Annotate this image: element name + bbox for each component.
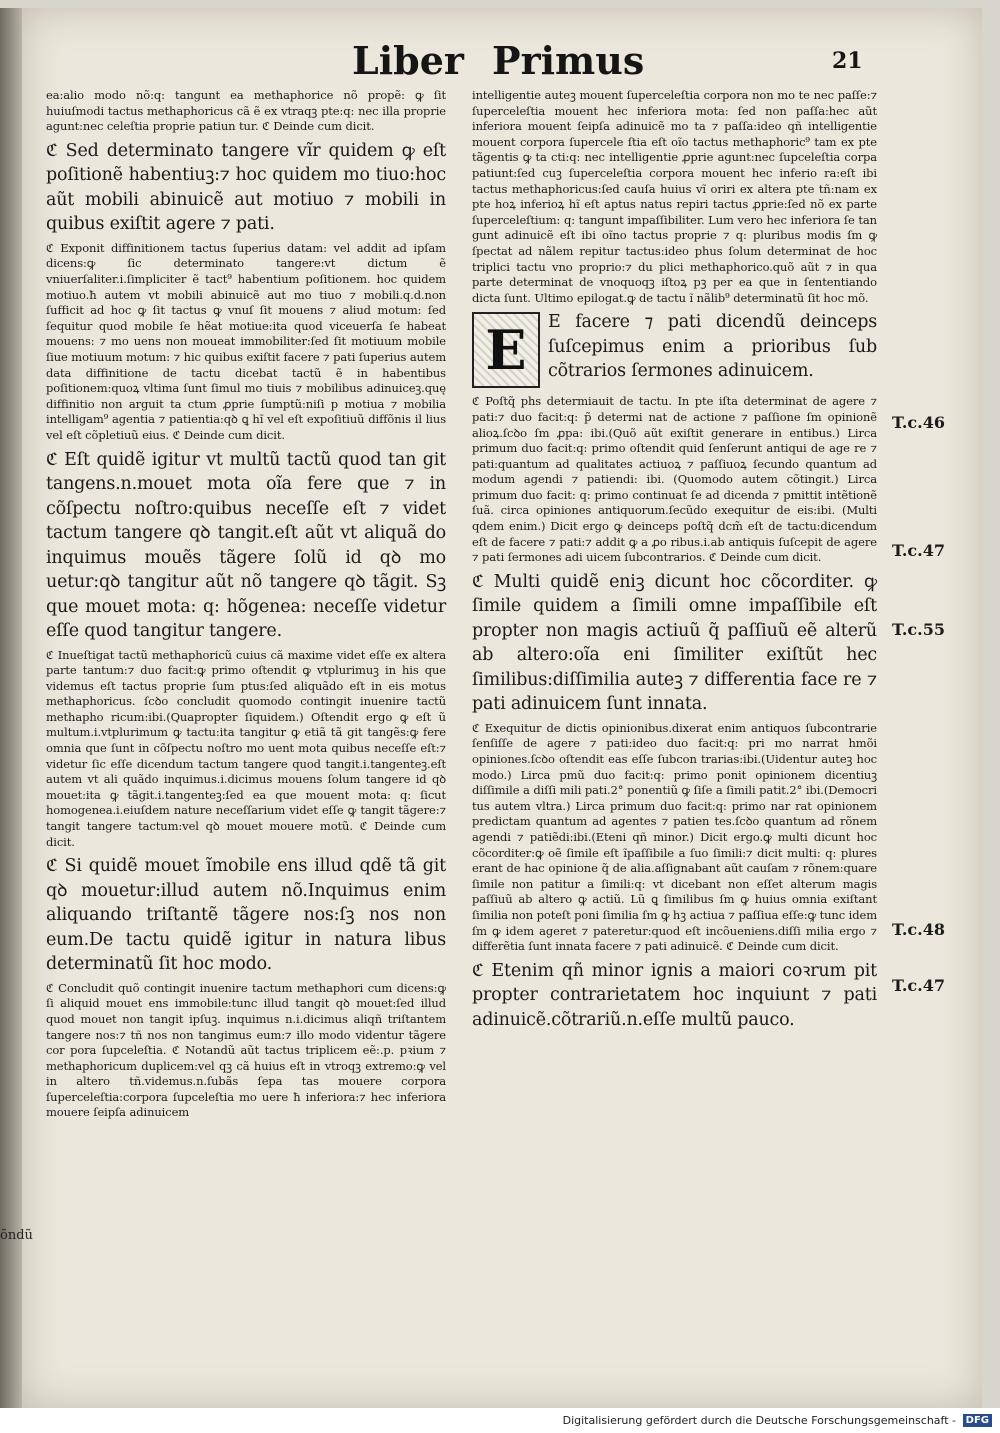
cut-off-margin-text: õndũ	[0, 1228, 33, 1243]
margin-note: T.c.55	[892, 620, 945, 639]
margin-note: T.c.47	[892, 976, 945, 995]
aristotle-text-paragraph: ℭ Eſt quidẽ igitur vt multũ tactũ quod tan git tangens.n.mouet mota oĩa fere que ⁊ in cõſpectu noſtro:quibus neceſſe eſt ⁊ videt tactum tangere qꝺ tangit.eſt aũt vt aliquã do inquimus mouẽs tãgere ſolũ id qꝺ mo uetur:qꝺ tangitur aũt nõ tangere qꝺ tãgit. Sꝫ que mouet mota: q: hõgenea: neceſſe videtur eſſe quod tangitur tangere.	[46, 449, 446, 641]
folio-number: 21	[832, 48, 863, 74]
decorated-initial: E	[472, 312, 540, 388]
aristotle-text-paragraph: ℭ Sed determinato tangere vĩr quidem ꝙ eſt poſitionẽ habentiuꝫ:⁊ hoc quidem mo tiuo:hoc aũt mobili abinuicẽ aut motiuo ⁊ mobili in quibus exiſtit agere ⁊ pati.	[46, 140, 446, 235]
margin-note: T.c.48	[892, 920, 945, 939]
running-header	[22, 38, 982, 88]
commentary-paragraph: ℭ Poſtq̃ phs determiauit de tactu. In pte iſta determinat de agere ⁊ pati:⁊ duo facit:q: p̃ determi nat de actione ⁊ paſſione ſm opinionẽ alioꝝ.ſcꝺo ſm ꝓpa: ibi.(Quõ aũt exiſtit generare in entibus.) Lirca primum duo facit:q: primo oſtendit quid ſenſerunt antiqui de age re ⁊ pati:quantum ad qualitates actiuoꝝ ⁊ paſſiuoꝝ ſecundo quantum ad modum agendi ⁊ patiendi: ibi. (Quomodo autem cõtingit.) Lirca primum duo facit: q: primo continuat ſe ad dicenda ⁊ pmittit intẽtionẽ ſuã. circa opiniones antiquorum.ſecũdo exequitur de eis:ibi. (Multi qdem enim.) Dicit ergo ꝙ deinceps poſtq̃ dcm̃ eſt de tactu:dicendum eſt de facere ⁊ pati:⁊ addit ꝙ a ꝓo ribus.i.ab antiquis ſuſcepit de agere ⁊ pati ſermones adi uicem ſubcontrarios. ℭ Deinde cum dicit.	[472, 394, 877, 565]
commentary-paragraph: ℭ Exequitur de dictis opinionibus.dixerat enim antiquos ſubcontrarie ſenſiſſe de agere ⁊ pati:ideo duo facit:q: pri mo narrat hmõi opiniones.ſcꝺo oſtendit eas eſſe ſubcon trarias:ibi.(Uidentur auteꝫ hoc modo.) Lirca pmũ duo facit:q: primo ponit opinionem dicentiuꝫ diſſimile a diſſi mili pati.2° ponentiũ ꝙ ſiſe a ſimili patit.2° ibi.(Democri tus autem vltra.) Lirca primum duo facit:q: primo nar rat opinionem predictam quantum ad agentes ⁊ patien tes.ſcꝺo quantum ad rõnem agendi ⁊ patiẽdi:ibi.(Eteni qñ minor.) Dicit ergo.ꝙ multi dicunt hoc cõcorditer:ꝙ oẽ ſimile eſt ĩpaſſibile a ſuo ſimili:⁊ dicit multi: q: plures erant de hac opinione q̃ de alia.aſſignabant aũt cauſam ⁊ rõnem:quare ſimile non patitur a ſimili:q: vt dicebant non eſſet alterum magis paſſiuũ ab altero ꝙ actiũ. Lũ ꝗ ſimilibus ſm ꝙ huius omnia exiſtant ſimilia non poteſt poni ſimilia ſm ꝙ hꝫ actiua ⁊ paſſiua eſſe:ꝙ tunc idem ſm ꝙ idem ageret ⁊ pateretur:quod eſt incõueniens.diſſi milia ergo ⁊ differẽtia ſunt innata facere ⁊ pati adinuicẽ. ℭ Deinde cum dicit.	[472, 720, 877, 954]
right-column	[472, 88, 877, 1036]
left-column	[46, 88, 446, 1125]
digitization-credit: Digitalisierung gefördert durch die Deutsche Forschungsgemeinschaft -	[562, 1414, 956, 1427]
aristotle-text-paragraph: ℭ Multi quidẽ eniꝫ dicunt hoc cõcorditer. ꝙ ſimile quidem a ſimili omne impaſſibile eſt propter non magis actiuũ q̃ paſſiuũ eẽ alterũ ab altero:oĩa eni ſimiliter exiſtũt hec ſimilibus:diſſimilia auteꝫ ⁊ differentia face re ⁊ pati adinuicem ſunt innata.	[472, 571, 877, 715]
binding-edge	[0, 8, 22, 1408]
commentary-paragraph: intelligentie auteꝫ mouent ſuperceleſtia corpora non mo te nec paſſe:⁊ ſuperceleſtia mouent hec inferiora mota: ſed non paſſa:hec aũt inferiora mouent ſeipſa adinuicẽ mo ta ⁊ paſſa:ideo qñ intelligentie mouent corpora ſupercele ſtia eſt oĩo tactus methaphoric⁹ tam ex pte tãgentis ꝙ ta cti:q: nec intelligentie ꝓprie agunt:nec ſupceleſtia corpa patiunt:ſed cuꝫ ſuperceleſtia corpora mouent hec inferio ra:eſt ibi tactus methaphoricus:ſed cauſa huius vĩ oriri ex altera pte tñ:nam ex pte hoꝝ inferioꝝ hĩ eſt aptus natus repiri tactus ꝓprie:ſed nõ ex parte ſuperceleſtium: q: tangunt impaſſibiliter. Lum vero hec inferiora ſe tan gunt adinuicẽ eſt ibi oĩno tactus proprie ⁊ q: pluribus modis ſm ꝙ ſpectat ad nãlem repitur tactus:ideo phus ſolum determinat de hoc triplici tactu vno proprio:⁊ du plici methaphorico.quõ aũt ⁊ in qua parte determinat de vnoquoqꝫ iſtoꝝ pꝫ per ea que in ſententiando dicta ſunt. Ultimo epilogat.ꝙ de tactu ĩ nãlib⁹ determinatũ ſit hoc mõ.	[472, 88, 877, 305]
aristotle-text-paragraph: E facere ⁊ pati dicendũ deinceps ſuſcepimus enim a prioribus ſub cõtrarios ſermones adinuicem.	[548, 312, 877, 382]
commentary-paragraph: ℭ Exponit diffinitionem tactus ſuperius datam: vel addit ad ipſam dicens:ꝙ ſic determinato tangere:vt dictum ẽ vniuerſaliter.i.ſimpliciter ẽ tact⁹ habentium poſitionem. hoc quidem motiuo.ħ autem vt mobili abinuicẽ aut mo tiuo ⁊ mobili.q.d.non ſufficit ad hoc ꝙ ſit tactus ꝙ vnuſ ſit mouens ⁊ aliud motum: ſed ſequitur quod mobile ſe hẽat motiue:ita quod viceuerſa ſe habeat mouens: ⁊ mo uens non moueat immobiliter:ſed ſit motiuum mobile ſiue motiuum motum: ⁊ hic quibus exiſtit facere ⁊ pati ſuperius autem data diffinitione de tactu dicebat tactũ ẽ in habentibus poſitionem:quoꝝ vltima ſunt ſimul mo tiuis ⁊ mobilibus adinuiceꝫ.quę diffinitio non arguit ta ctum ꝓprie ſumptũ:niſi p motiua ⁊ mobilia intelligam⁹ agentia ⁊ patientia:qꝺ ꝗ hĩ vel eſt expoſitiuũ diffõnis il lius vel eſt cõpletiuũ eius. ℭ Deinde cum dicit.	[46, 240, 446, 442]
chapter-opening	[472, 310, 877, 390]
aristotle-text-paragraph: ℭ Etenim qñ minor ignis a maiori coꝛrum pit propter contrarietatem hoc inquiunt ⁊ pati adinuicẽ.cõtrariũ.n.eſſe multũ pauco.	[472, 960, 877, 1030]
commentary-paragraph: ℭ Concludit quõ contingit inuenire tactum methaphori cum dicens:ꝙ ſi aliquid mouet ens immobile:tunc illud tangit qꝺ mouet:ſed illud quod mouet non tangit ipſuꝫ. inquimus n.i.dicimus aliqñ triſtantem tangere nos:⁊ tñ nos non tangimus eum:⁊ illo modo videntur tãgere cor pora ſupceleſtia. ℭ Notandũ aũt tactus triplicem eẽ:.p. pꝛium ⁊ methaphoricum duplicem:vel qꝫ cã huius eſt in vtroqꝫ extremo:ꝙ vel in altero tñ.videmus.n.ſubãs ſepa tas mouere corpora ſuperceleſtia:corpora ſupceleſtia mo uere ħ inferiora:⁊ hec inferiora mouere ſeipſa adinuicem	[46, 980, 446, 1120]
header-liber: Liber	[352, 38, 464, 83]
footer-strip	[0, 1408, 1000, 1433]
header-primus: Primus	[492, 38, 645, 83]
dfg-logo: DFG	[963, 1414, 992, 1427]
commentary-paragraph: ℭ Inueſtigat tactũ methaphoricũ cuius cã maxime videt eſſe ex altera parte tantum:⁊ duo facit:ꝙ primo oſtendit ꝙ vtplurimuꝫ in his que videmus eſt tactus proprie ſum ptus:ſed aliquãdo eſt in eis motus methaphoricus. ſcꝺo concludit quomodo contingit inuenire tactũ methapho ricum:ibi.(Quapropter ſiquidem.) Oſtendit ergo ꝙ eſt ũ multum.i.vtplurimum ꝙ tactu:ita tangitur ꝙ etiã tã git tangẽs:ꝙ fere omnia que ſunt in cõſpectu noſtro mo uent mota quibus neceſſe eſt:⁊ videtur ſic eſſe dicendum tactum tangere quod tangit.i.tangenteꝫ.eſt autem vt ali quãdo inquimus.i.dicimus mouens ſolum tangere id qꝺ mouet:ita ꝙ tãgit.i.tangenteꝫ:ſed ea que mouent mota: q: ſicut homogenea.i.eiuſdem nature neceſſarium videt eſſe ꝙ tangit tãgere:⁊ tangit tangere tactum:vel qꝺ mouet mouere motũ. ℭ Deinde cum dicit.	[46, 647, 446, 849]
aristotle-text-paragraph: ℭ Si quidẽ mouet ĩmobile ens illud qdẽ tã git qꝺ mouetur:illud autem nõ.Inquimus enim aliquando triſtantẽ tãgere nos:ſꝫ nos non eum.De tactu quidẽ igitur in natura libus determinatũ ſit hoc modo.	[46, 856, 446, 975]
margin-note: T.c.46	[892, 413, 945, 432]
margin-note: T.c.47	[892, 541, 945, 560]
book-page	[22, 8, 982, 1408]
commentary-paragraph: ea:alio modo nõ:q: tangunt ea methaphorice nõ propẽ: ꝙ ſit huiuſmodi tactus methaphoricus cã ẽ ex vtraqꝫ pte:q: nec illa proprie agunt:nec celeſtia proprie patiun tur. ℭ Deinde cum dicit.	[46, 88, 446, 134]
